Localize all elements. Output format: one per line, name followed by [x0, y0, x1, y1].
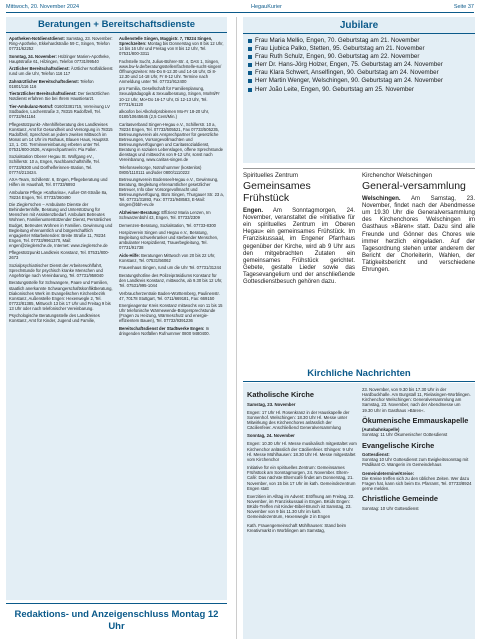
article-body: [362, 196, 475, 274]
jubilare-list: [243, 34, 475, 97]
jubilare-block: [243, 17, 475, 163]
kirch-entry: Samstag, 23. November: [247, 401, 296, 407]
redaktionsschluss-banner: Redaktions- und Anzeigenschluss Montag 12 Uhr: [6, 603, 227, 639]
jubilar-item: [248, 69, 470, 77]
header-paper: HegauKurier: [251, 4, 282, 10]
bullet-square-icon: [248, 47, 252, 51]
entry: Demenzen-Beratung, Sozialstation, Tel. 07733-8300: [119, 222, 216, 228]
jubilar-text: Herr Dr. Hans-Jörg Holzer, Engen, 75. Geburtstag am 24. November: [255, 61, 443, 69]
entry: Sozialpsychiatrischer Dienst der Arbeiterwohlfahrt, Sprechstunde für psychisch kranke Menschen und Angehörige nach Vereinbarung, Tel. 07731/958040: [9, 262, 104, 278]
article-text: Am Samstag, 23. November, findet nach der Abendmesse um 19.30 Uhr die Generalversammlung des Kirchenchores Welschingen im Gasthaus »Bären« statt. Dazu sind alle Freunde und Gönner des Chores wie immer herzlich eingeladen. Auf der Tagesordnung stehen unter anderem der Bericht der Chorleiterin, Wahlen, der Tätigkeitsbericht und verschiedene Ehrungen.: [362, 196, 475, 274]
entry: Caritasverband Singen-Hegau e.V., Schillerstr. 10 a, 78234 Engen, Tel. 07733/505521, Fax 07733/505235, Betreuungsverein als Ansprechpartner für gesetzliche Betreuungen, Vorsorgevollmachten und Betreuungsverfügungen und Caritassozialdienst, Beratung in sozialen Lebenslagen, offene Sprechstunde dienstags und mittwochs von 9-12 Uhr, sonst nach Vereinbarung, www.caritas-singen.de: [119, 121, 223, 163]
beratungen-title: Beratungen + Bereitschaftsdienste: [6, 17, 227, 33]
jubilar-text: Frau Ruth Schulz, Engen, 90. Geburtstag am 22. November: [255, 53, 420, 61]
kirch-text: Sonntag: 10 Uhr Gottesdienst: [362, 505, 419, 511]
kirch-subheading: Gottesdienst:: [362, 452, 390, 458]
entry: Frauenhaus Singen, rund um die Uhr Tel. 07731/31244: [119, 265, 222, 271]
entry: Telefonseelsorge, Notrufnummer (kostenlos) 0800/1110111 und/oder 0800/1110222: [119, 164, 202, 175]
jubilar-text: Frau Maria Mellio, Engen, 70. Geburtstag am 21. November: [255, 37, 420, 44]
kirch-col-2: [362, 387, 472, 514]
section-heading: Katholische Kirche: [247, 390, 314, 399]
article-fruehstueck: [243, 172, 355, 286]
jubilar-item: [248, 77, 470, 85]
kirch-subheading: (Autobahnkapelle): [362, 427, 400, 433]
entry: Sozialstation Oberer Hegau St. Wolfgang eV., Schillerstr. 10 a, Engen, Nachbarschaftshilfe, Tel. 07733/8300 und Dorfhelferinnen-Station, Tel. 07774/213424.: [9, 154, 100, 175]
entry: Hospizverein Singen und Hegau e.V., Beratung, Begleitung schwerkranker und sterbender Menschen, ambulanter Hospizdienst, Trauerbegleitung, Tel. 07731/91738: [119, 230, 219, 251]
beratungen-block: [6, 17, 227, 600]
entry: Pflegestützpunkt- Altenhilfeberatung des Landkreises Konstanz, Amt für Gesundheit und Versorgung in 78315 Radolfzell, Sprechzeit an jedem zweiten Mittwoch im Monat um 14 Uhr im Rathaus, Blauen Haus, Hauptstr. 13, 1. OG. Terminvereinbarung erbeten unter Tel. 07531/800-2626, Ansprechpartnerin: Pia Faller.: [9, 121, 113, 152]
article-body: [243, 208, 355, 286]
section-heading: Ökumenische Emmauskapelle: [362, 415, 469, 425]
entry: Zahnärztlicher Bereitschaftsdienst: Telefon 01801/116 116: [9, 78, 94, 89]
kirch-text-line: Sonntag: 11 Uhr Ökumenischer Gottesdienst: [362, 432, 448, 438]
section-heading: Evangelische Kirche: [362, 440, 435, 450]
jubilar-item: [248, 53, 470, 61]
jubilar-text: Frau Ljubica Palko, Stetten, 95. Geburtstag am 21. November: [255, 45, 425, 53]
entry: Beratungshotline des Polizeipräsidiums Konstanz für den Landkreis Konstanz, mittwochs, ab 9.30 bis 12 Uhr, Tel. 07531/995-1044: [119, 272, 223, 289]
entry: pro Familia, Gesellschaft für Familienplanung, Sexualpädagogik & Sexualberatung, Singen, Mo/Mi/Fr 10-12 Uhr, Mo+Do 16-17 Uhr, Di 12-13 Uhr, Tel. 07731/61120: [119, 86, 220, 107]
kirch-entry: Engen: 17 Uhr Hl. Rosenkranz in der Hauskapelle der Sonnenhof. Welschingen: 18.30 Uhr Hl. Messe unter Mitwirkung des Kirchenchores anlässlich der Cäcilienfeier. Anschließend Generalversammlung: [247, 409, 350, 431]
jubilar-text: Herr Martin Wenger, Welschingen, 90. Geburtstag am 24. November: [255, 77, 443, 85]
divider: [243, 168, 475, 169]
kirch-entry: Exerzitien im Alltag im Advent: Eröffnung am Freitag, 22. November, im Franziskussaal in Engen. BKids Engen: BKids-Treffen mit Kinder-Bibel-Brunch ist Samstag, 23. November von 9 bis 11.30 Uhr im kath. Gemeindezentrum, Hexenwegle 2 in Engen: [247, 493, 355, 520]
article-title: General-versammlung: [362, 180, 466, 193]
kirch-entry: Sonntag, 24. November: [247, 433, 295, 439]
entry: AXA-Team, Schillerstr. 6, Engen, Pflegeberatung und Hilfen im Haushalt, Tel. 07733/6893: [9, 177, 108, 188]
entry: Außenstelle Singen, Maggistr. 7, 78224 Singen, Sprechzeiten: Montag bis Donnerstag von 8 bis 12 Uhr, 14 bis 16 Uhr und Freitag von 8 bis 12 Uhr, Tel. 07531/800-3311: [119, 36, 224, 57]
entry: Tier-Ambulanz-Notruf: 0160/3381715, Verreinung LV Südbaden, Locherstraße 3, 78315 Radolfzell, Tel. 07732/941164: [9, 104, 110, 120]
kirch-text-line: Die Kreise treffen sich zu den üblichen Zeiten. Wer dazu Fragen hat, kann sich beim Ev. Pfarramt, Tel. 07733/8924 gerne melden.: [362, 475, 472, 492]
entry: Tierärztlicher Bereitschaftsdienst: Der tierärztlichen Notdienst erfahren Sie bei Ihrem Haustierarzt.: [9, 91, 110, 102]
header-date: Mittwoch, 20. November 2024: [6, 4, 80, 10]
kirchliche-nachrichten-block: [243, 383, 475, 639]
kirchliche-nachrichten-title: Kirchliche Nachrichten: [243, 366, 475, 382]
kirch-text: [362, 427, 472, 437]
entry: Pflegestützpunkt Landkreis Konstanz, Tel. 07531/800-2673: [9, 250, 110, 261]
article-lead: Engen.: [243, 208, 264, 215]
jubilare-title: Jubilare: [243, 17, 475, 34]
entry: Die Ziegler'schen – Ambulante Dienste der Behindertenhilfe, Beratung und Unterstützung für Menschen mit Assistenzbedarf. Ambulant Betreutes Wohnen, Familienunterstützender Dienst, Persönliches Budget, Betreutes Wohnen in Familien. Gewinnung und Begleitung ehrenamtlich und bürgerschaftlich engagierter Mitarbeitenden: Breite Straße 11, 78234 Engen, Tel. 07733/9961370, Mail: engen@zieglersche.de, Internet: www.zieglersche.de: [9, 202, 113, 248]
bullet-square-icon: [248, 71, 252, 75]
entry: Fachstelle Sucht, Julius-Bührer-Str. 4, DAS 1, Singen, www.bw-lv.de/beratungsstellen/fachstelle-sucht-singen/ Öffnungszeiten: Mo-Do 8-12.30 und 14-16 Uhr, Di 8-12.30 und 14-18 Uhr, Fr 8-12 Uhr. Termine nach Anmeldung unter Tel. 07731/912400: [119, 58, 222, 84]
article-text: Am Sonntagmorgen, 24. November, veranstaltet die »Initiative für ein spirituelles Zentrum im Oberen Hegau« ein gemeinsames Frühstück. Im Franziskussaal, im Engener Pfarrhaus gegenüber der Kirche, wird ab 9 Uhr aus den mitgebrachten Zutaten ein gemeinsames Frühstück gerichtet. Gebete, gestalte Lieder sowie das Tagesevangelium und der anschließende Gottesdienstbesuch gehören dazu.: [243, 208, 355, 286]
jubilar-item: [248, 45, 470, 53]
jubilar-item: [248, 61, 470, 69]
entry: Apotheken-Notdienstdienst: Samstag, 23. November: Ring-Apotheke, Ekkehardstraße 59 C, Singen, Telefon 07731/62252: [9, 36, 113, 52]
entry: Beratungsstelle für Schwangere, Paare und Familien, staatlich anerkannte Schwangerschaftskonfliktberatung, Diakonisches Werk im Evangelischen Kirchenbezirk Konstanz, Außenstelle Engen: Hexenwegle 2, Tel. 07722/81385, Mittwoch 13 bis 17 Uhr und Freitag 9 bis 13 Uhr oder nach telefonischer Vereinbarung.: [9, 280, 113, 311]
article-kicker: Kirchenchor Welschingen: [362, 172, 433, 179]
entry: Ärztlicher Bereitschaftsdienst: Ärztlicher Notfalldienst rund um die Uhr, Telefon 116 117: [9, 66, 113, 77]
beratungen-col-2: [119, 36, 224, 338]
entry: Bereitschaftsdienst der Stadtwerke Engen: In dringenden Notfällen Rufnummer 0800 9480400.: [119, 325, 210, 336]
column-divider: [236, 17, 237, 639]
article-kicker: Spirituelles Zentrum: [243, 172, 299, 179]
entry: Verbraucherzentrale Baden-Württemberg, Paulinenstr. 47, 70178 Stuttgart, Tel. 0711/669181, Fax: 669150: [119, 290, 220, 301]
beratungen-col-1: [9, 36, 114, 338]
jubilar-item: [248, 37, 470, 45]
entry: Energieagentur Kreis Konstanz mittwochs von 11 bis 15 Uhr telefonische Wärmewende-Bürgersprechstunde (Fragen zu Heizung, Wärmeschutz und energie-effizientem Bauen), Tel. 07732/9391236: [119, 303, 223, 324]
entry: Alzheimer-Beratung: Effizienz Maria Lenzen, Im Schwarzenbühl 43, Engen, Tel. 07733/2309: [119, 209, 211, 220]
bullet-square-icon: [248, 63, 252, 67]
kirch-entry: Initiative für ein spirituelles Zentrum: Gemeinsames Frühstück am Sonntagmorgen, 24. November. Eltern-Café: Das nächste Elterncafé findet am Donnerstag, 21. November, von 15 bis 17 Uhr im kath. Gemeindezentrum Engen statt: [247, 465, 356, 491]
kirch-text: 23. November, von 9.30 bis 17.30 Uhr in der Hardbuckhalle. Am Burgstall 11, Rielasingen-Worblingen. Kirchenchor Welschingen: Generalversammlung am Samstag, 23. November, nach der Abendmesse um 19.30 Uhr im Gasthaus »Bären«.: [362, 387, 471, 413]
entry: Betreuungsverein Bodensee/Hegau e.V., Gewinnung, Beratung, Begleitung ehrenamtlicher gesetzlicher Betreuer, Info über Vorsorgevollmacht und Betreuungsverfügung, Büro Singen, Thurgauer Str. 23 a, Tel. 07731/31893, Fax: 07731/948583, E-Mail: singen@bbh-ev.de: [119, 177, 224, 208]
kirch-text: [362, 452, 472, 467]
article-lead: Welschingen.: [362, 196, 401, 203]
kirch-col-1: [247, 387, 357, 536]
section-heading: Christliche Gemeinde: [362, 494, 438, 504]
article-title: Gemeinsames Frühstück: [243, 180, 311, 205]
bullet-square-icon: [248, 79, 252, 83]
kirch-subheading: Gemeindetermine/Kreise:: [362, 470, 415, 476]
jubilar-text: Frau Klara Schwert, Anselfingen, 90. Geburtstag am 24. November: [255, 69, 439, 77]
article-generalversammlung: [362, 172, 475, 274]
kirch-text: [362, 471, 472, 492]
kirch-text-line: Sonntag 10 Uhr Gottesdienst zum Ewigkeitssonntag mit Prädikant O. Wangerin im Gemeindehaus: [362, 457, 469, 468]
header-page: Seite 37: [453, 4, 474, 10]
bullet-square-icon: [248, 39, 252, 43]
entry: alkoofon bei Alkoholproblemen Mo-Fr 18-20 Uhr, 0180/10645645 (2,5 Cent/Min.): [119, 109, 210, 120]
page-header: [6, 3, 474, 13]
entry: Aids-Hilfe: Beratungen Mittwoch von 20 bis 22 Uhr, Konstanz, Tel. 07531/56062: [119, 252, 216, 263]
jubilar-item: [248, 86, 470, 94]
entry: Ambulante Pflege »Katharina«, Außer-Ort-Straße 8a, 78234 Engen, Tel. 07733/360490: [9, 189, 108, 200]
entry: Sonntag, 24. November: Hülzinger Marien-Apotheke, Hauptstraße 61, Hilzingen, Telefon 07731/99540: [9, 53, 111, 64]
kirch-entry: Kath. Frauengemeinschaft Mühlhausen: Stand beim Kreativmarkt in Worblingen am Samstag,: [247, 522, 347, 533]
bullet-square-icon: [248, 55, 252, 59]
entry: Psychologische Beratungsstelle des Landkreises Konstanz, Amt für Kinder, Jugend und Familie,: [9, 313, 100, 324]
bullet-square-icon: [248, 88, 252, 92]
jubilar-text: Herr João Leite, Engen, 90. Geburtstag am 25. November: [255, 85, 414, 93]
kirch-entry: Engen: 10.30 Uhr Hl. Messe musikalisch mitgestaltet vom Kirchenchor anlässlich der Cäcilienfeier. Ehingen: 9 Uhr Hl. Messe Mühlhausen: 18.30 Uhr Hl. Messe mitgestaltet vom Kirchenchor: [247, 441, 357, 462]
